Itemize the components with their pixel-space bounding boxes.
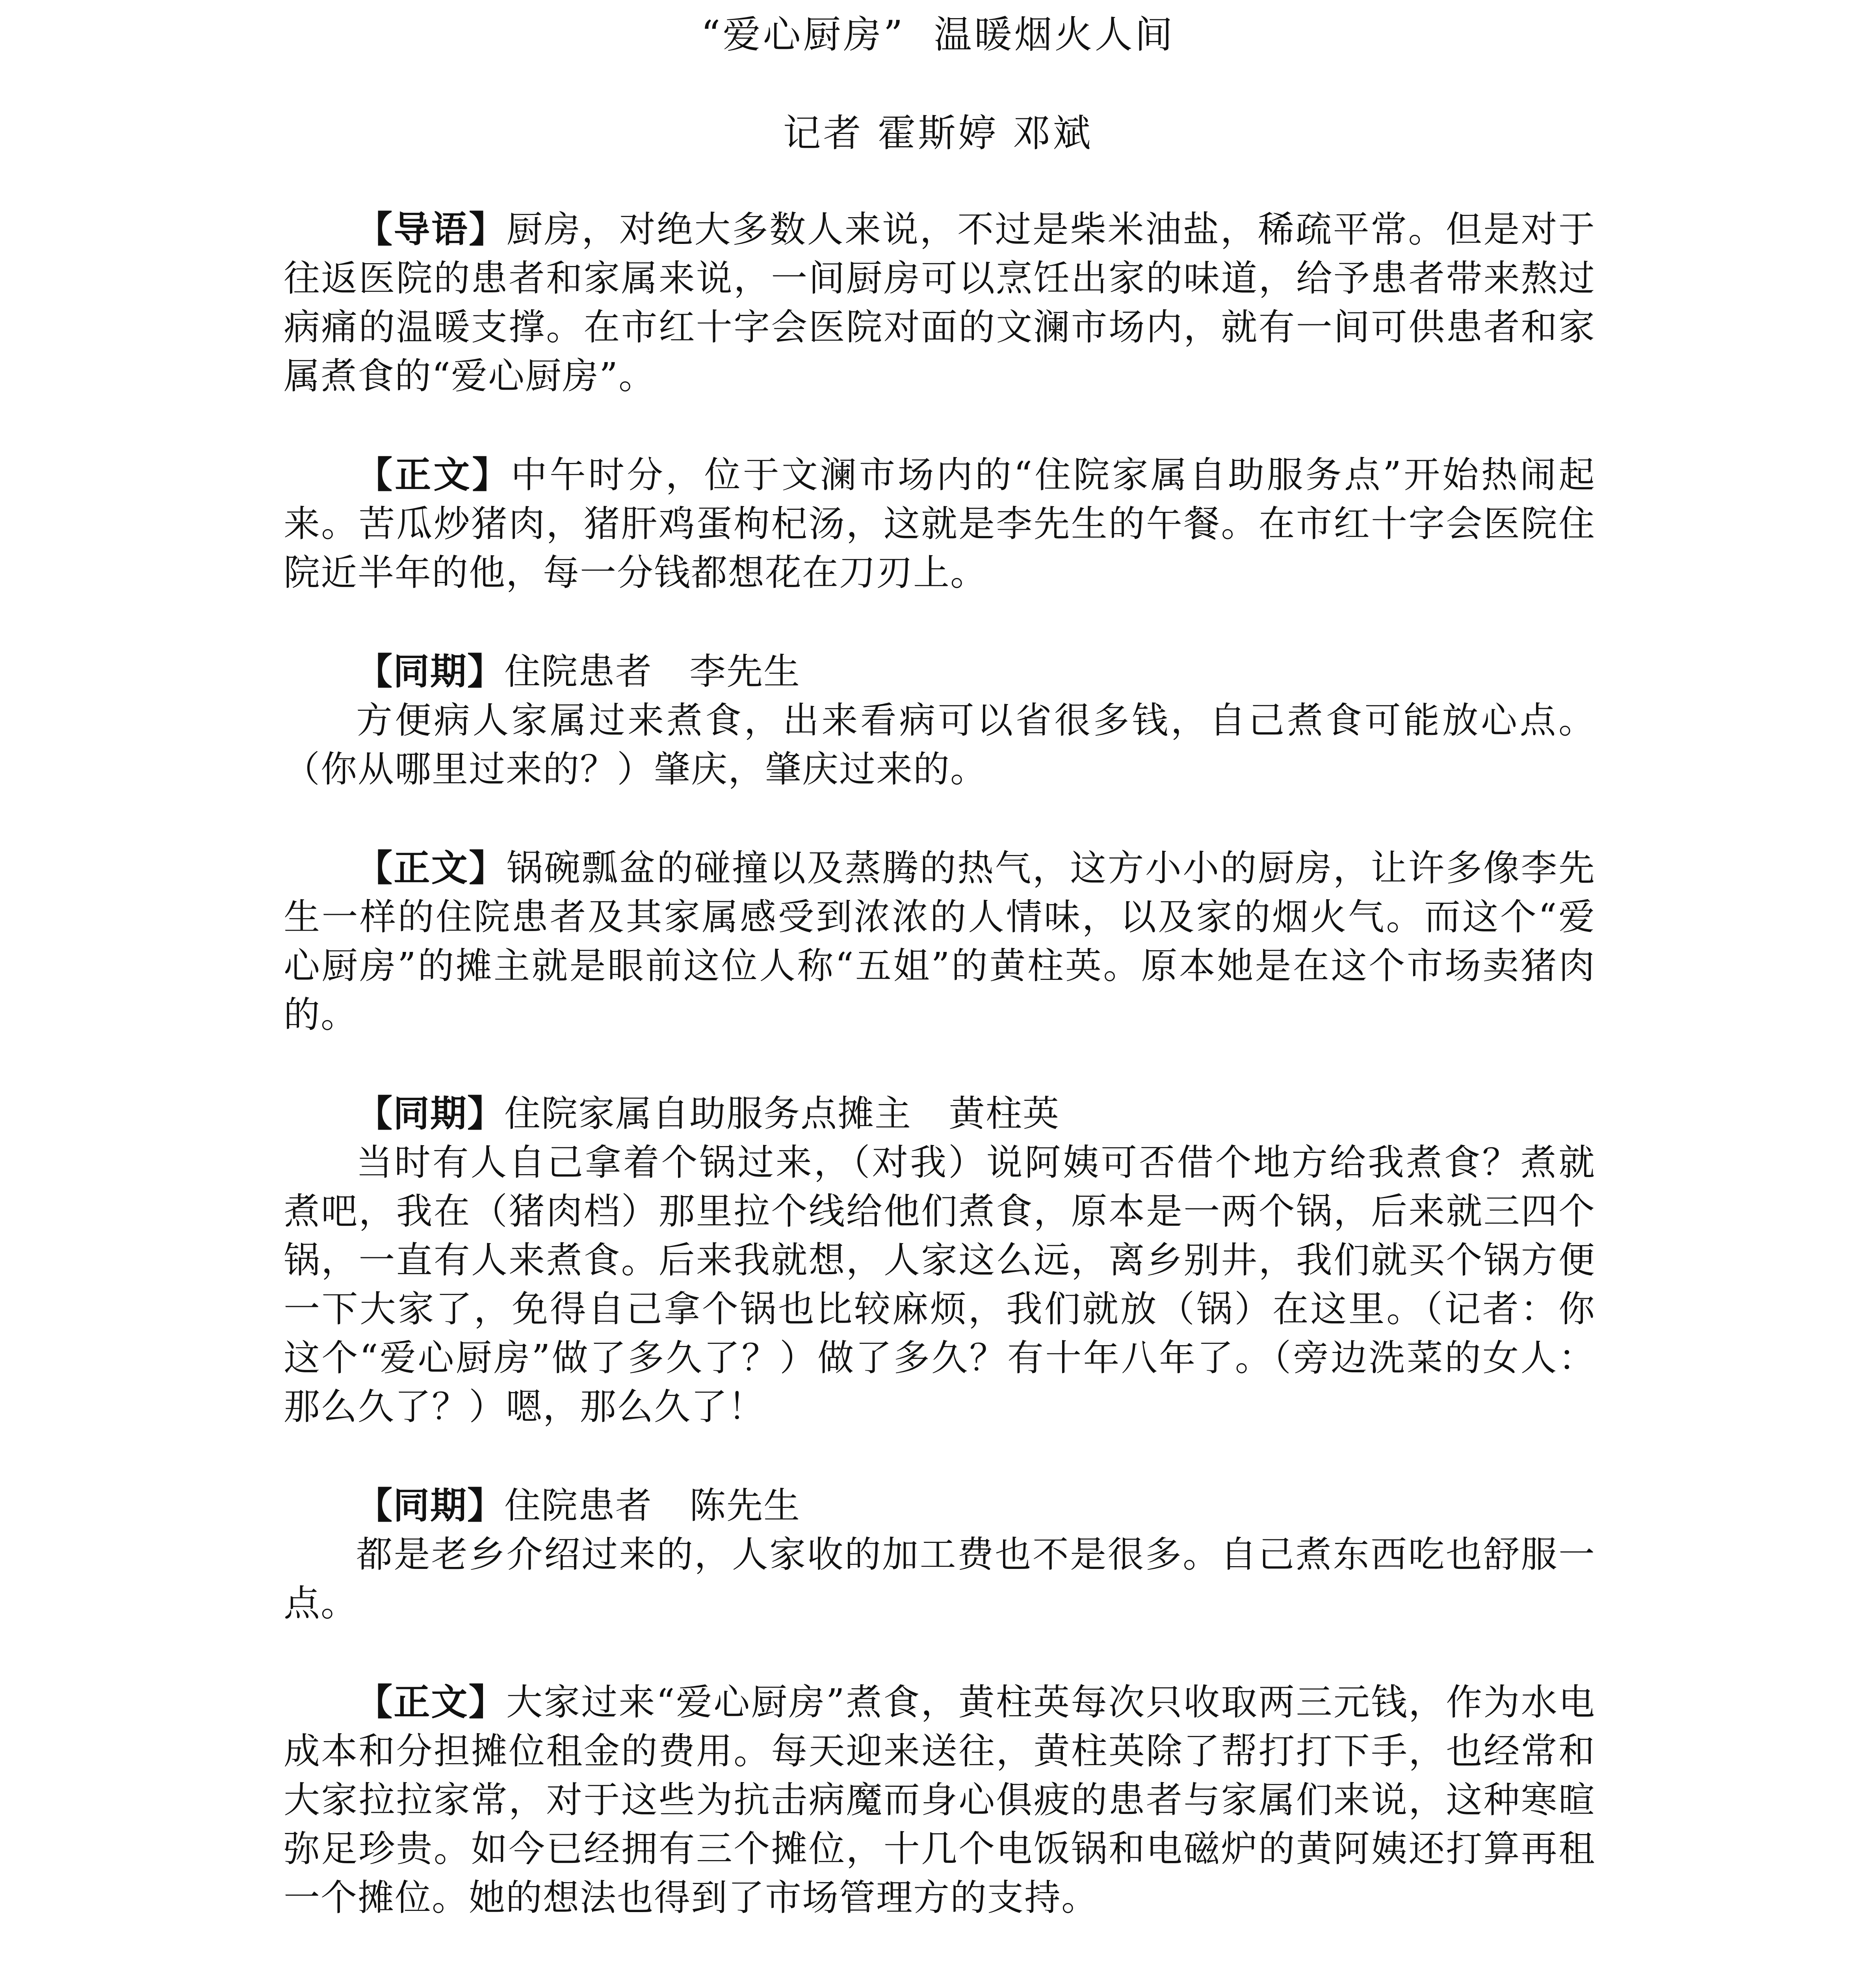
- paragraph-text: 锅碗瓢盆的碰撞以及蒸腾的热气，这方小小的厨房，让许多像李先生一样的住院患者及其家属感受到浓浓的人情味，以及家的烟火气。而这个“爱心厨房”的摊主就是眼前这位人称“五姐”的黄柱英。原本她是在这个市场卖猪肉的。: [284, 847, 1596, 1036]
- paragraph-text: 厨房，对绝大多数人来说，不过是柴米油盐，稀疏平常。但是对于往返医院的患者和家属来说，一间厨房可以烹饪出家的味道，给予患者带来熬过病痛的温暖支撑。在市红十字会医院对面的文澜市场内，就有一间可供患者和家属煮食的“爱心厨房”。: [284, 208, 1596, 397]
- section-tag: 【导语】: [356, 208, 507, 251]
- article-title: “爱心厨房” 温暖烟火人间: [701, 13, 1175, 57]
- interview-block: [284, 1089, 1596, 1431]
- body-paragraph: [284, 450, 1596, 597]
- interview-speaker: 住院患者 陈先生: [504, 1485, 801, 1527]
- section-tag: 【正文】: [356, 453, 511, 496]
- interview-block: [284, 1481, 1596, 1628]
- paragraph-text: 中午时分，位于文澜市场内的“住院家属自助服务点”开始热闹起来。苦瓜炒猪肉，猪肝鸡蛋枸杞汤，这就是李先生的午餐。在市红十字会医院住院近半年的他，每一分钱都想花在刀刃上。: [284, 454, 1596, 594]
- body-block: [284, 450, 1596, 597]
- body-block: [284, 1678, 1596, 1922]
- interview-speaker: 住院患者 李先生: [504, 650, 801, 693]
- interview-quote: 当时有人自己拿着个锅过来，（对我）说阿姨可否借个地方给我煮食？煮就煮吧，我在（猪肉档）那里拉个线给他们煮食，原本是一两个锅，后来就三四个锅，一直有人来煮食。后来我就想，人家这么远，离乡别井，我们就买个锅方便一下大家了，免得自己拿个锅也比较麻烦，我们就放（锅）在这里。（记者：你这个“爱心厨房”做了多久了？）做了多久？有十年八年了。（旁边洗菜的女人：那么久了？）嗯，那么久了！: [284, 1141, 1596, 1428]
- interview-quote: 方便病人家属过来煮食，出来看病可以省很多钱，自己煮食可能放心点。（你从哪里过来的？）肇庆，肇庆过来的。: [284, 699, 1596, 790]
- body-paragraph: [284, 1678, 1596, 1922]
- lead-paragraph: [284, 205, 1596, 401]
- section-tag: 【正文】: [356, 1681, 506, 1723]
- interview-block: [284, 647, 1596, 794]
- section-tag: 【同期】: [356, 1484, 505, 1527]
- section-tag: 【正文】: [356, 847, 507, 889]
- section-tag: 【同期】: [356, 650, 505, 693]
- interview-quote: 都是老乡介绍过来的，人家收的加工费也不是很多。自己煮东西吃也舒服一点。: [284, 1533, 1596, 1624]
- interview-speaker-line: [284, 1089, 1596, 1138]
- interview-speaker-line: [284, 647, 1596, 696]
- lead-block: [284, 205, 1596, 401]
- body-block: [284, 844, 1596, 1039]
- interview-speaker: 住院家属自助服务点摊主 黄柱英: [504, 1093, 1060, 1135]
- interview-speaker-line: [284, 1481, 1596, 1530]
- article-body: [284, 205, 1596, 1970]
- article-byline: 记者 霍斯婷 邓斌: [783, 111, 1093, 155]
- body-paragraph: [284, 844, 1596, 1039]
- section-tag: 【同期】: [356, 1092, 505, 1135]
- paragraph-text: 大家过来“爱心厨房”煮食，黄柱英每次只收取两三元钱，作为水电成本和分担摊位租金的费用。每天迎来送往，黄柱英除了帮打打下手，也经常和大家拉拉家常，对于这些为抗击病魔而身心俱疲的患者与家属们来说，这种寒暄弥足珍贵。如今已经拥有三个摊位，十几个电饭锅和电磁炉的黄阿姨还打算再租一个摊位。她的想法也得到了市场管理方的支持。: [284, 1681, 1596, 1919]
